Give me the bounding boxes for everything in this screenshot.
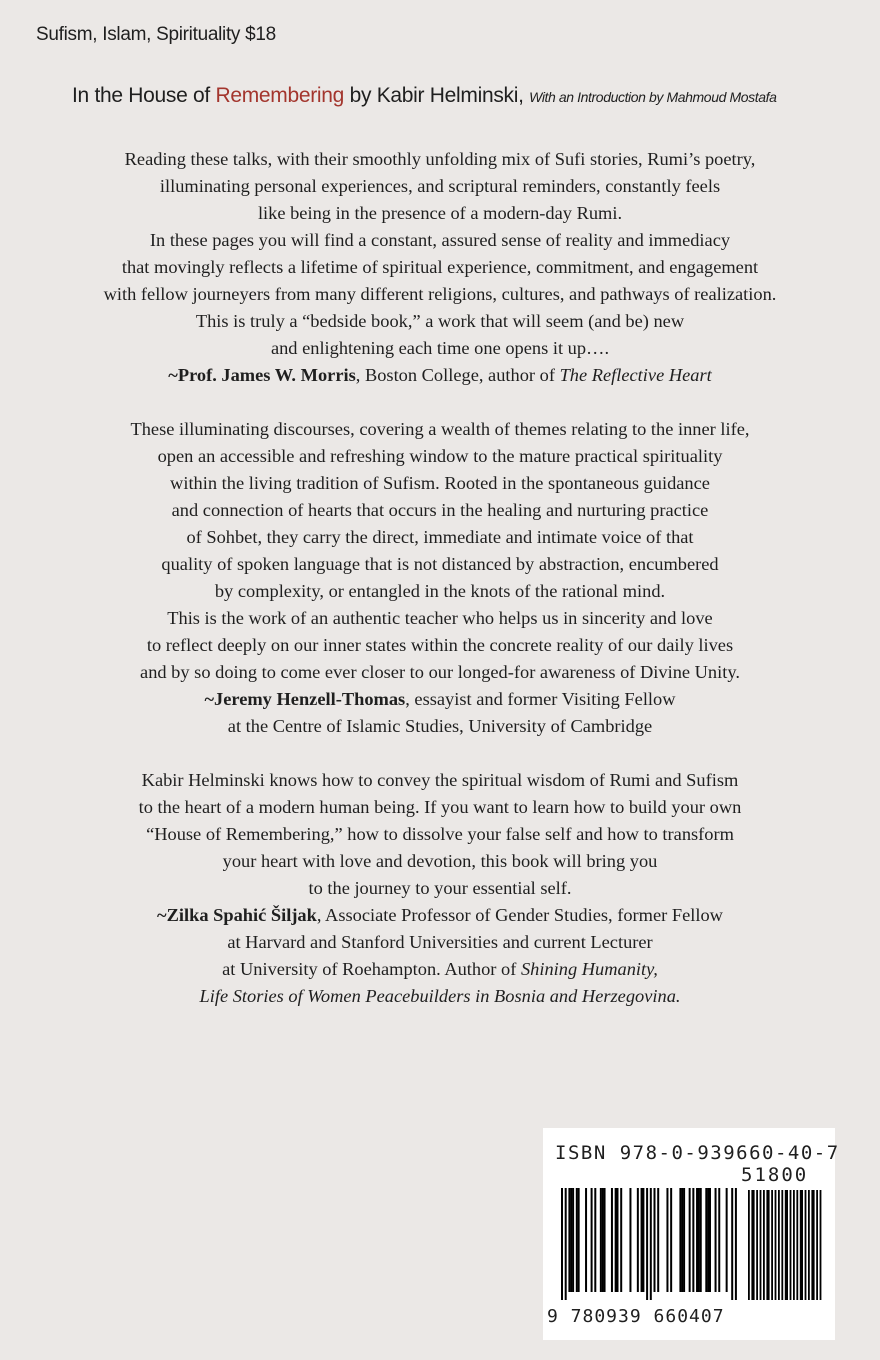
endorsement-3: [20, 767, 860, 1010]
endorsement-line: to the journey to your essential self.: [308, 878, 572, 898]
barcode-bar: [707, 1188, 709, 1292]
addon-bar: [800, 1190, 803, 1300]
endorsement-line: of Sohbet, they carry the direct, immediate and intimate voice of that: [186, 527, 694, 547]
addon-bar: [748, 1190, 750, 1300]
endorsement-line: that movingly reflects a lifetime of spiritual experience, commitment, and engagement: [121, 257, 759, 277]
addon-bar: [816, 1190, 818, 1300]
addon-bar: [820, 1190, 822, 1300]
barcode-bar: [600, 1188, 602, 1292]
addon-bar: [785, 1190, 788, 1300]
addon-bar: [756, 1190, 758, 1300]
endorsement-attribution: [20, 983, 860, 1010]
barcode-bar: [735, 1188, 737, 1300]
title-prefix: In the House of: [72, 84, 216, 107]
barcode-bar: [629, 1188, 631, 1292]
barcode-bar: [561, 1188, 563, 1300]
barcode-bar: [657, 1188, 659, 1292]
endorser-work-title: Life Stories of Women Peacebuilders in Bosnia and Herzegovina.: [199, 986, 681, 1006]
endorsement-line: In these pages you will find a constant, assured sense of reality and immediacy: [149, 230, 731, 250]
endorsement-1: [20, 146, 860, 389]
barcode-bar: [641, 1188, 643, 1292]
barcode-bar: [646, 1188, 648, 1300]
endorsement-line: to the heart of a modern human being. If you want to learn how to build your own: [138, 797, 742, 817]
endorser-name: ~Prof. James W. Morris: [168, 365, 356, 385]
endorser-work-title: The Reflective Heart: [559, 365, 712, 385]
addon-bar: [790, 1190, 792, 1300]
barcode-bar: [670, 1188, 672, 1292]
addon-bar: [771, 1190, 773, 1300]
endorsement-attribution: [20, 686, 860, 713]
endorser-affiliation: at Harvard and Stanford Universities and current Lecturer: [227, 932, 653, 952]
barcode-bar: [715, 1188, 717, 1292]
endorsements: [20, 146, 860, 1010]
endorsement-line: to reflect deeply on our inner states within the concrete reality of our daily lives: [146, 635, 734, 655]
barcode-bar: [642, 1188, 644, 1292]
addon-bar: [751, 1190, 754, 1300]
endorser-name: ~Jeremy Henzell-Thomas: [204, 689, 406, 709]
barcode-bar: [689, 1188, 691, 1292]
endorser-affiliation: , Boston College, author of: [355, 365, 560, 385]
barcode-bar: [726, 1188, 728, 1292]
endorsement-attribution: [20, 713, 860, 740]
endorsement-line: Reading these talks, with their smoothly unfolding mix of Sufi stories, Rumi’s poetry,: [124, 149, 756, 169]
endorsement-line: open an accessible and refreshing window to the mature practical spirituality: [157, 446, 723, 466]
endorsement-line: and enlightening each time one opens it up….: [270, 338, 610, 358]
endorsement-line: This is the work of an authentic teacher who helps us in sincerity and love: [167, 608, 713, 628]
endorsement-line: with fellow journeyers from many different religions, cultures, and pathways of realization.: [103, 284, 777, 304]
barcode-bar: [637, 1188, 639, 1292]
addon-bar: [760, 1190, 762, 1300]
barcode-bar: [666, 1188, 668, 1292]
barcode-bar: [700, 1188, 702, 1292]
barcode-bar: [617, 1188, 619, 1292]
barcode-bar: [570, 1188, 572, 1292]
price-code: 51800: [741, 1164, 809, 1186]
barcode-bar: [709, 1188, 711, 1292]
addon-bar: [763, 1190, 765, 1300]
barcode-bar: [565, 1188, 567, 1300]
addon-bar: [811, 1190, 814, 1300]
endorser-name: ~Zilka Spahić Šiljak: [157, 905, 317, 925]
endorsement-line: Kabir Helminski knows how to convey the spiritual wisdom of Rumi and Sufism: [141, 770, 739, 790]
barcode-bar: [611, 1188, 613, 1292]
addon-bar: [766, 1190, 769, 1300]
endorser-work-title: Shining Humanity,: [520, 959, 658, 979]
endorsement-line: like being in the presence of a modern-day Rumi.: [257, 203, 623, 223]
barcode-bar: [683, 1188, 685, 1292]
addon-bar: [808, 1190, 810, 1300]
barcode-bar: [585, 1188, 587, 1292]
addon-bar: [796, 1190, 798, 1300]
addon-bar: [805, 1190, 807, 1300]
endorsement-line: and connection of hearts that occurs in the healing and nurturing practice: [171, 500, 709, 520]
barcode-bar: [698, 1188, 700, 1292]
addon-bar: [778, 1190, 780, 1300]
endorser-affiliation: at the Centre of Islamic Studies, University of Cambridge: [227, 716, 653, 736]
endorsement-line: These illuminating discourses, covering a wealth of themes relating to the inner life,: [130, 419, 750, 439]
isbn-barcode: [543, 1128, 840, 1340]
title-accent-word: Remembering: [215, 84, 345, 107]
barcode-bar: [576, 1188, 578, 1292]
endorsement-attribution: [20, 902, 860, 929]
barcode-bar: [681, 1188, 683, 1292]
barcode-bar: [654, 1188, 656, 1292]
barcode-bar: [679, 1188, 681, 1292]
endorsement-line: “House of Remembering,” how to dissolve your false self and how to transform: [146, 824, 734, 844]
endorsement-line: your heart with love and devotion, this book will bring you: [222, 851, 658, 871]
endorsement-line: quality of spoken language that is not distanced by abstraction, encumbered: [161, 554, 719, 574]
barcode-bar: [718, 1188, 720, 1292]
endorsement-line: and by so doing to come ever closer to our longed-for awareness of Divine Unity.: [140, 662, 740, 682]
addon-bar: [775, 1190, 777, 1300]
introduction-credit: With an Introduction by Mahmoud Mostafa: [529, 89, 777, 105]
barcode-bar: [572, 1188, 574, 1292]
isbn-label: ISBN 978-0-939660-40-7: [555, 1142, 840, 1164]
author-byline: by Kabir Helminski,: [344, 84, 530, 107]
endorsement-line: This is truly a “bedside book,” a work that will seem (and be) new: [195, 311, 685, 331]
barcode-bar: [594, 1188, 596, 1292]
endorsement-2: [20, 416, 860, 740]
barcode-bar: [620, 1188, 622, 1292]
endorser-affiliation: , Associate Professor of Gender Studies, former Fellow: [316, 905, 723, 925]
barcode-bar: [692, 1188, 694, 1292]
book-title-line: [72, 84, 852, 108]
endorsement-attribution: [20, 362, 860, 389]
barcode-bar: [591, 1188, 593, 1292]
barcode-bar: [568, 1188, 570, 1292]
barcode-bar: [705, 1188, 707, 1292]
endorsement-line: illuminating personal experiences, and scriptural reminders, constantly feels: [159, 176, 721, 196]
barcode-bar: [615, 1188, 617, 1292]
addon-bar: [781, 1190, 783, 1300]
endorsement-attribution: [20, 929, 860, 956]
barcode-bar: [696, 1188, 698, 1292]
endorsement-line: within the living tradition of Sufism. Rooted in the spontaneous guidance: [170, 473, 710, 493]
addon-bar: [793, 1190, 795, 1300]
endorsement-line: by complexity, or entangled in the knots of the rational mind.: [214, 581, 666, 601]
barcode-bar: [604, 1188, 606, 1292]
ean-number: 9 780939 660407: [547, 1306, 725, 1327]
barcode-bar: [731, 1188, 733, 1300]
endorsement-attribution: [20, 956, 860, 983]
endorser-affiliation: , essayist and former Visiting Fellow: [405, 689, 676, 709]
barcode-bar: [650, 1188, 652, 1300]
endorser-affiliation: at University of Roehampton. Author of: [222, 959, 521, 979]
barcode-bar: [602, 1188, 604, 1292]
category-price-label: Sufism, Islam, Spirituality $18: [36, 24, 276, 45]
barcode-bar: [578, 1188, 580, 1292]
